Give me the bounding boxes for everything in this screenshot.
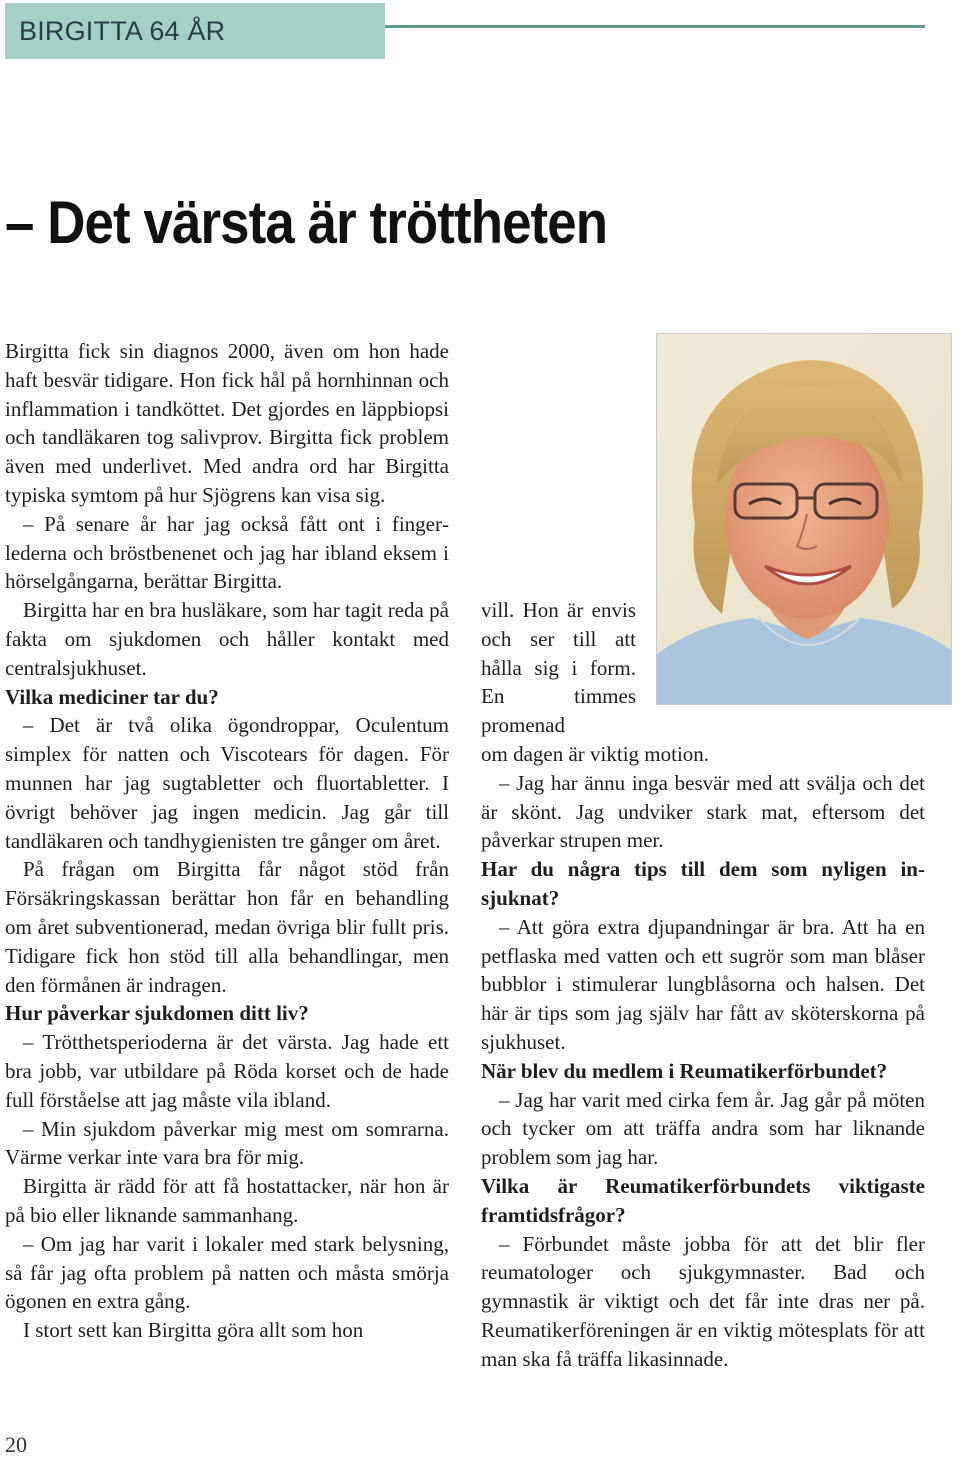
wrap-paragraph: vill. Hon är envis och ser till att hålla sig i form. En timmes promenad	[481, 598, 636, 738]
body-paragraph: I stort sett kan Birgitta göra allt som hon	[23, 1318, 364, 1343]
quote-paragraph: – På senare år har jag också fått ont i fingerlederna och bröstbenenet och jag har ibland eksem i hörselgångarna, berättar Birgitta.	[5, 511, 449, 594]
answer-paragraph: – Om jag har varit i lokaler med stark belysning, så får jag ofta problem på natten och måsta smörja ögonen en extra gång.	[5, 1231, 449, 1314]
answer-paragraph: – Min sjukdom påverkar mig mest om somrarna. Värme verkar inte vara bra för mig.	[5, 1116, 449, 1170]
interview-question: Vilka mediciner tar du?	[5, 684, 219, 709]
answer-paragraph: – Jag har ännu inga besvär med att svälja och det är skönt. Jag undviker stark mat, eftersom det påverkar strupen mer.	[481, 770, 925, 853]
answer-paragraph: – Jag har varit med cirka fem år. Jag går på möten och tycker om att träffa andra som har liknande problem som jag har.	[481, 1087, 925, 1170]
interview-question: Hur påverkar sjukdomen ditt liv?	[5, 1001, 309, 1026]
left-column	[5, 337, 449, 1345]
page-number: 20	[5, 1432, 27, 1457]
interview-question: Har du några tips till dem som nyligen insjuknat?	[481, 857, 925, 910]
intro-paragraph: Birgitta fick sin diagnos 2000, även om hon hade haft besvär tidigare. Hon fick hål på hornhinnan och inflammation i tandköttet. Det gjordes en läppbiopsi och tandläkaren tog salivprov. Birgitta fick problem även med underlivet. Med andra ord har Birgitta typiska symtom på hur Sjögrens kan visa sig.	[5, 339, 449, 507]
portrait-photo	[656, 333, 952, 705]
answer-paragraph: – Att göra extra djupandningar är bra. Att ha en petflaska med vatten och ett sugrör som man blåser bubblor i stimulerar lungblåsorna och halsen. Det här är tips som jag själv har fått av sköterskorna på sjukhuset.	[481, 914, 925, 1054]
answer-paragraph: – Förbundet måste jobba för att det blir fler reumatologer och sjukgymnaster. Bad och gymnastik är viktigt och det får inte dras ner på. Reumatikerföreningen är en viktig mötesplats för att man ska få träffa likasinnade.	[481, 1231, 925, 1371]
article-headline: – Det värsta är tröttheten	[5, 189, 608, 256]
section-label: BIRGITTA 64 ÅR	[5, 3, 385, 59]
body-paragraph: På frågan om Birgitta får något stöd från Försäkringskassan berättar hon får en behandling om året subventionerad, medan övriga blir fullt pris. Tidigare fick hon stöd till alla behandlingar, men den förmånen är indragen.	[5, 857, 449, 997]
interview-question: När blev du medlem i Reumatikerförbundet?	[481, 1058, 888, 1083]
wrap-paragraph-continuation: om dagen är viktig motion.	[481, 741, 710, 766]
header-rule	[385, 25, 925, 28]
answer-paragraph: – Det är två olika ögondroppar, Oculentum simplex för natten och Viscotears för dagen. För munnen har jag sugtabletter och fluortabletter. I övrigt behöver jag ingen medicin. Jag går till tandläkaren och tandhygienisten tre gånger om året.	[5, 713, 449, 853]
right-column	[481, 596, 925, 1374]
body-paragraph: Birgitta har en bra husläkare, som har tagit reda på fakta om sjukdomen och håller kontakt med centralsjukhuset.	[5, 598, 449, 680]
interview-question: Vilka är Reumatikerförbundets viktigaste framtidsfrågor?	[481, 1173, 925, 1227]
answer-paragraph: – Trötthetsperioderna är det värsta. Jag hade ett bra jobb, var utbildare på Röda korset och de hade full förståelse att jag måste vila ibland.	[5, 1030, 449, 1112]
body-paragraph: Birgitta är rädd för att få hostattacker, när hon är på bio eller liknande sammanhang.	[5, 1174, 449, 1227]
